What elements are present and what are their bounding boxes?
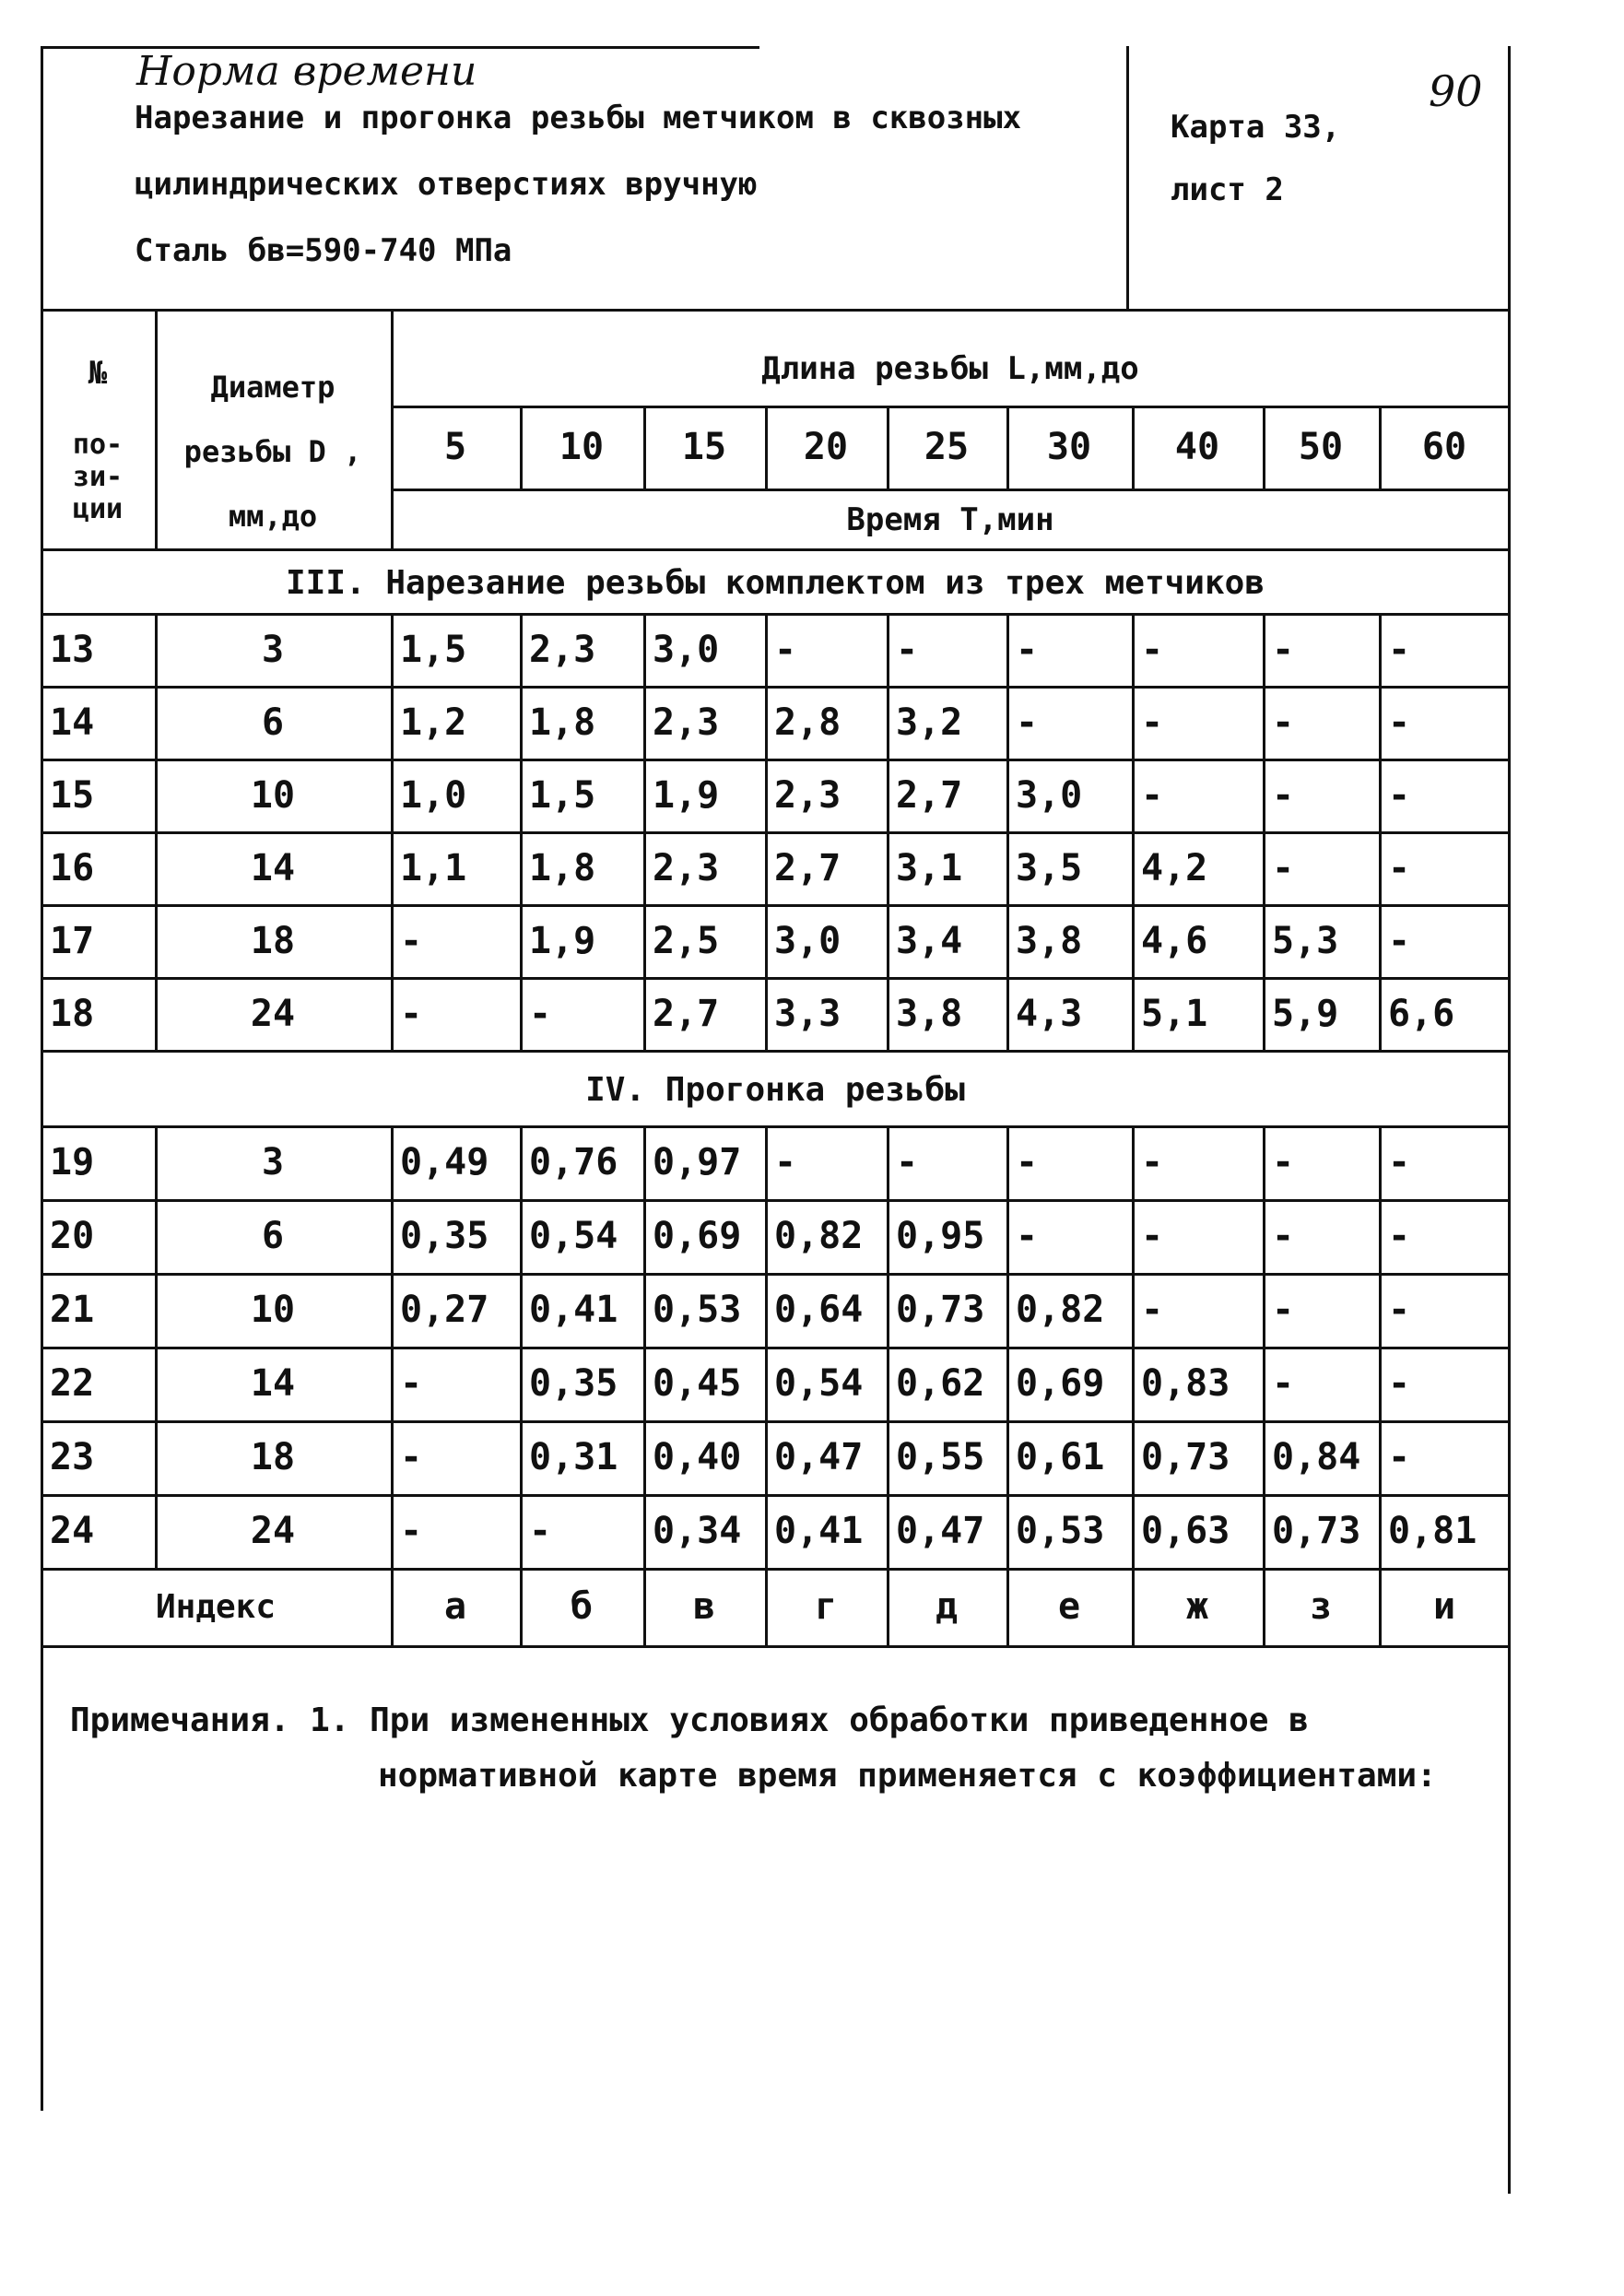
time-value: 0,35 [529, 1362, 618, 1405]
time-value: 0,35 [400, 1215, 489, 1257]
index-value: ж [1185, 1585, 1209, 1628]
data-col-line [1379, 1125, 1382, 1568]
time-value: 0,95 [896, 1215, 985, 1257]
time-value: 0,73 [1272, 1510, 1361, 1552]
diameter-value: 14 [250, 1362, 296, 1405]
index-value: а [443, 1585, 467, 1628]
time-value: - [1388, 1141, 1411, 1183]
index-col-line [887, 1568, 889, 1645]
pos-header-line-3: ции [72, 492, 124, 525]
time-value: 2,3 [774, 773, 841, 817]
time-value: - [1388, 1215, 1411, 1257]
data-col-line [391, 1125, 394, 1568]
column-values-line [391, 489, 1510, 491]
table-bottom-line [41, 1645, 1510, 1648]
data-col-line [887, 1125, 889, 1568]
data-col-line [1006, 1125, 1009, 1568]
time-value: - [529, 1510, 552, 1552]
time-value: 0,53 [1016, 1510, 1105, 1552]
handwritten-title: Норма времени [136, 48, 477, 95]
diameter-value: 18 [250, 1436, 296, 1478]
diameter-value: 6 [261, 701, 285, 744]
card-number: Карта 33, [1171, 109, 1341, 146]
time-value: 1,0 [400, 773, 467, 817]
diameter-value: 24 [250, 1510, 296, 1552]
length-column-30: 30 [1046, 426, 1092, 468]
time-value: 0,27 [400, 1289, 489, 1331]
time-value: - [1388, 628, 1411, 671]
time-value: - [1388, 1289, 1411, 1331]
index-label: Индекс [155, 1587, 277, 1626]
data-col-line [1006, 613, 1009, 1050]
time-value: 4,6 [1141, 919, 1208, 962]
time-value: 3,1 [896, 846, 963, 889]
time-value: - [1272, 1289, 1295, 1331]
time-value: - [400, 992, 423, 1035]
position-number: 14 [50, 701, 95, 744]
data-col-line [155, 613, 158, 1050]
time-value: - [896, 1141, 919, 1183]
time-value: 2,3 [653, 846, 720, 889]
sheet-number: лист 2 [1171, 171, 1284, 208]
time-value: - [1388, 1362, 1411, 1405]
data-col-line [1132, 613, 1135, 1050]
diameter-value: 3 [261, 628, 285, 671]
time-value: 3,0 [653, 628, 720, 671]
position-number: 24 [50, 1510, 95, 1552]
time-value: - [1272, 701, 1295, 744]
time-value: 0,47 [774, 1436, 864, 1478]
index-col-line [1263, 1568, 1265, 1645]
time-value: 0,64 [774, 1289, 864, 1331]
length-column-25: 25 [924, 426, 970, 468]
data-col-line [391, 613, 394, 1050]
length-column-10: 10 [559, 426, 605, 468]
time-value: 0,63 [1141, 1510, 1230, 1552]
title-line-2: цилиндрических отверстиях вручную [135, 166, 758, 203]
time-value: - [1272, 773, 1295, 817]
pos-header-line-1: по- [72, 428, 124, 461]
data-col-line [520, 1125, 523, 1568]
title-line-1: Нарезание и прогонка резьбы метчиком в сквозных [135, 100, 1022, 136]
time-value: 2,3 [529, 628, 596, 671]
time-value: 1,5 [400, 628, 467, 671]
time-value: 0,53 [653, 1289, 742, 1331]
time-value: - [400, 1436, 423, 1478]
diameter-value: 10 [250, 1289, 296, 1331]
time-value: - [1388, 846, 1411, 889]
length-column-15: 15 [681, 426, 727, 468]
data-col-line [643, 1125, 646, 1568]
time-value: 1,5 [529, 773, 596, 817]
time-value: 0,62 [896, 1362, 985, 1405]
length-column-5: 5 [443, 426, 467, 468]
time-value: 0,41 [529, 1289, 618, 1331]
table-row-line [41, 1050, 1510, 1053]
time-value: - [1141, 701, 1164, 744]
time-value: - [774, 628, 797, 671]
time-value: 4,3 [1016, 992, 1083, 1035]
time-value: 1,8 [529, 701, 596, 744]
time-value: 1,2 [400, 701, 467, 744]
index-value: г [814, 1585, 838, 1628]
time-value: 1,1 [400, 846, 467, 889]
time-value: - [529, 992, 552, 1035]
time-value: 0,83 [1141, 1362, 1230, 1405]
index-col-line [1132, 1568, 1135, 1645]
position-number: 13 [50, 628, 95, 671]
time-value: - [1272, 628, 1295, 671]
time-value: 0,76 [529, 1141, 618, 1183]
position-number: 18 [50, 992, 95, 1035]
time-value: 3,0 [1016, 773, 1083, 817]
time-value: 0,41 [774, 1510, 864, 1552]
data-col-line [765, 1125, 768, 1568]
time-value: 0,84 [1272, 1436, 1361, 1478]
time-header: Время Т,мин [846, 501, 1054, 538]
diameter-header-line-2: резьбы D , [183, 434, 362, 469]
index-value: е [1057, 1585, 1081, 1628]
data-col-line [1132, 1125, 1135, 1568]
pos-header-symbol: № [88, 355, 108, 392]
time-value: - [1388, 773, 1411, 817]
time-value: 0,31 [529, 1436, 618, 1478]
time-value: - [1141, 773, 1164, 817]
time-value: 0,40 [653, 1436, 742, 1478]
time-value: 0,47 [896, 1510, 985, 1552]
time-value: 6,6 [1388, 992, 1455, 1035]
time-value: 0,34 [653, 1510, 742, 1552]
index-value: б [570, 1585, 594, 1628]
time-value: - [1016, 628, 1039, 671]
time-value: - [774, 1141, 797, 1183]
time-value: - [1016, 1141, 1039, 1183]
index-value: з [1309, 1585, 1333, 1628]
time-value: - [400, 919, 423, 962]
time-value: - [1016, 701, 1039, 744]
position-number: 17 [50, 919, 95, 962]
diameter-header-line-1: Диаметр [210, 370, 335, 405]
time-value: - [1388, 919, 1411, 962]
index-col-line [643, 1568, 646, 1645]
time-value: - [1272, 1215, 1295, 1257]
position-number: 19 [50, 1141, 95, 1183]
time-value: 0,81 [1388, 1510, 1477, 1552]
time-value: 2,7 [774, 846, 841, 889]
title-line-3: Сталь бв=590-740 МПа [135, 232, 512, 269]
length-column-40: 40 [1174, 426, 1220, 468]
time-value: 0,82 [774, 1215, 864, 1257]
time-value: 0,54 [529, 1215, 618, 1257]
page-number: 90 [1429, 66, 1483, 116]
header-bottom-line [41, 548, 1510, 551]
time-value: - [1388, 1436, 1411, 1478]
time-value: 3,2 [896, 701, 963, 744]
time-value: 1,9 [529, 919, 596, 962]
time-value: 1,9 [653, 773, 720, 817]
diameter-header-line-3: мм,до [228, 499, 318, 534]
position-number: 21 [50, 1289, 95, 1331]
index-value: и [1432, 1585, 1456, 1628]
time-value: 5,3 [1272, 919, 1339, 962]
pos-header-line-2: зи- [72, 460, 124, 493]
index-col-line [520, 1568, 523, 1645]
note-line-1: Примечания. 1. При измененных условиях обработки приведенное в [70, 1701, 1309, 1739]
index-col-line [391, 1568, 394, 1645]
time-value: 5,1 [1141, 992, 1208, 1035]
time-value: 0,69 [653, 1215, 742, 1257]
time-value: 2,7 [896, 773, 963, 817]
time-value: 3,8 [896, 992, 963, 1035]
position-number: 16 [50, 846, 95, 889]
data-col-line [1379, 613, 1382, 1050]
time-value: 3,8 [1016, 919, 1083, 962]
diameter-value: 18 [250, 919, 296, 962]
time-value: - [896, 628, 919, 671]
time-value: 0,45 [653, 1362, 742, 1405]
time-value: 0,55 [896, 1436, 985, 1478]
time-value: 3,3 [774, 992, 841, 1035]
length-column-60: 60 [1421, 426, 1467, 468]
data-col-line [1263, 613, 1265, 1050]
length-column-20: 20 [803, 426, 849, 468]
time-value: 0,61 [1016, 1436, 1105, 1478]
data-col-line [1263, 1125, 1265, 1568]
time-value: - [1272, 1141, 1295, 1183]
time-value: 0,49 [400, 1141, 489, 1183]
time-value: 2,7 [653, 992, 720, 1035]
data-col-line [765, 613, 768, 1050]
time-value: - [1388, 701, 1411, 744]
data-col-line [887, 613, 889, 1050]
time-value: - [1141, 1289, 1164, 1331]
time-value: - [400, 1510, 423, 1552]
table-top-line [41, 309, 1510, 312]
time-value: 0,97 [653, 1141, 742, 1183]
diameter-value: 24 [250, 992, 296, 1035]
time-value: - [1016, 1215, 1039, 1257]
time-value: 0,54 [774, 1362, 864, 1405]
position-number: 23 [50, 1436, 95, 1478]
time-value: - [1272, 1362, 1295, 1405]
time-value: 0,82 [1016, 1289, 1105, 1331]
time-value: 2,3 [653, 701, 720, 744]
time-value: 3,0 [774, 919, 841, 962]
index-col-line [1379, 1568, 1382, 1645]
header-divider [1126, 46, 1129, 309]
time-value: 0,73 [896, 1289, 985, 1331]
time-value: - [1141, 1215, 1164, 1257]
index-col-line [765, 1568, 768, 1645]
time-value: - [1141, 628, 1164, 671]
data-col-line [155, 1125, 158, 1568]
position-number: 20 [50, 1215, 95, 1257]
time-value: - [400, 1362, 423, 1405]
time-value: - [1272, 846, 1295, 889]
note-line-2: нормативной карте время применяется с коэффициентами: [378, 1757, 1437, 1795]
data-col-line [643, 613, 646, 1050]
section-3-title: III. Нарезание резьбы комплектом из трех метчиков [285, 564, 1265, 602]
diameter-value: 14 [250, 846, 296, 889]
time-value: 3,4 [896, 919, 963, 962]
time-value: 4,2 [1141, 846, 1208, 889]
length-header: Длина резьбы L,мм,до [761, 350, 1139, 387]
index-value: в [692, 1585, 716, 1628]
diameter-value: 10 [250, 773, 296, 817]
time-value: 2,8 [774, 701, 841, 744]
time-value: 1,8 [529, 846, 596, 889]
length-column-50: 50 [1298, 426, 1344, 468]
time-value: 5,9 [1272, 992, 1339, 1035]
diameter-value: 3 [261, 1141, 285, 1183]
time-value: 2,5 [653, 919, 720, 962]
index-col-line [1006, 1568, 1009, 1645]
diameter-value: 6 [261, 1215, 285, 1257]
data-col-line [520, 613, 523, 1050]
time-value: - [1141, 1141, 1164, 1183]
index-value: д [935, 1585, 959, 1628]
time-value: 3,5 [1016, 846, 1083, 889]
time-value: 0,73 [1141, 1436, 1230, 1478]
position-number: 15 [50, 773, 95, 817]
position-number: 22 [50, 1362, 95, 1405]
section-4-title: IV. Прогонка резьбы [585, 1071, 965, 1109]
time-value: 0,69 [1016, 1362, 1105, 1405]
